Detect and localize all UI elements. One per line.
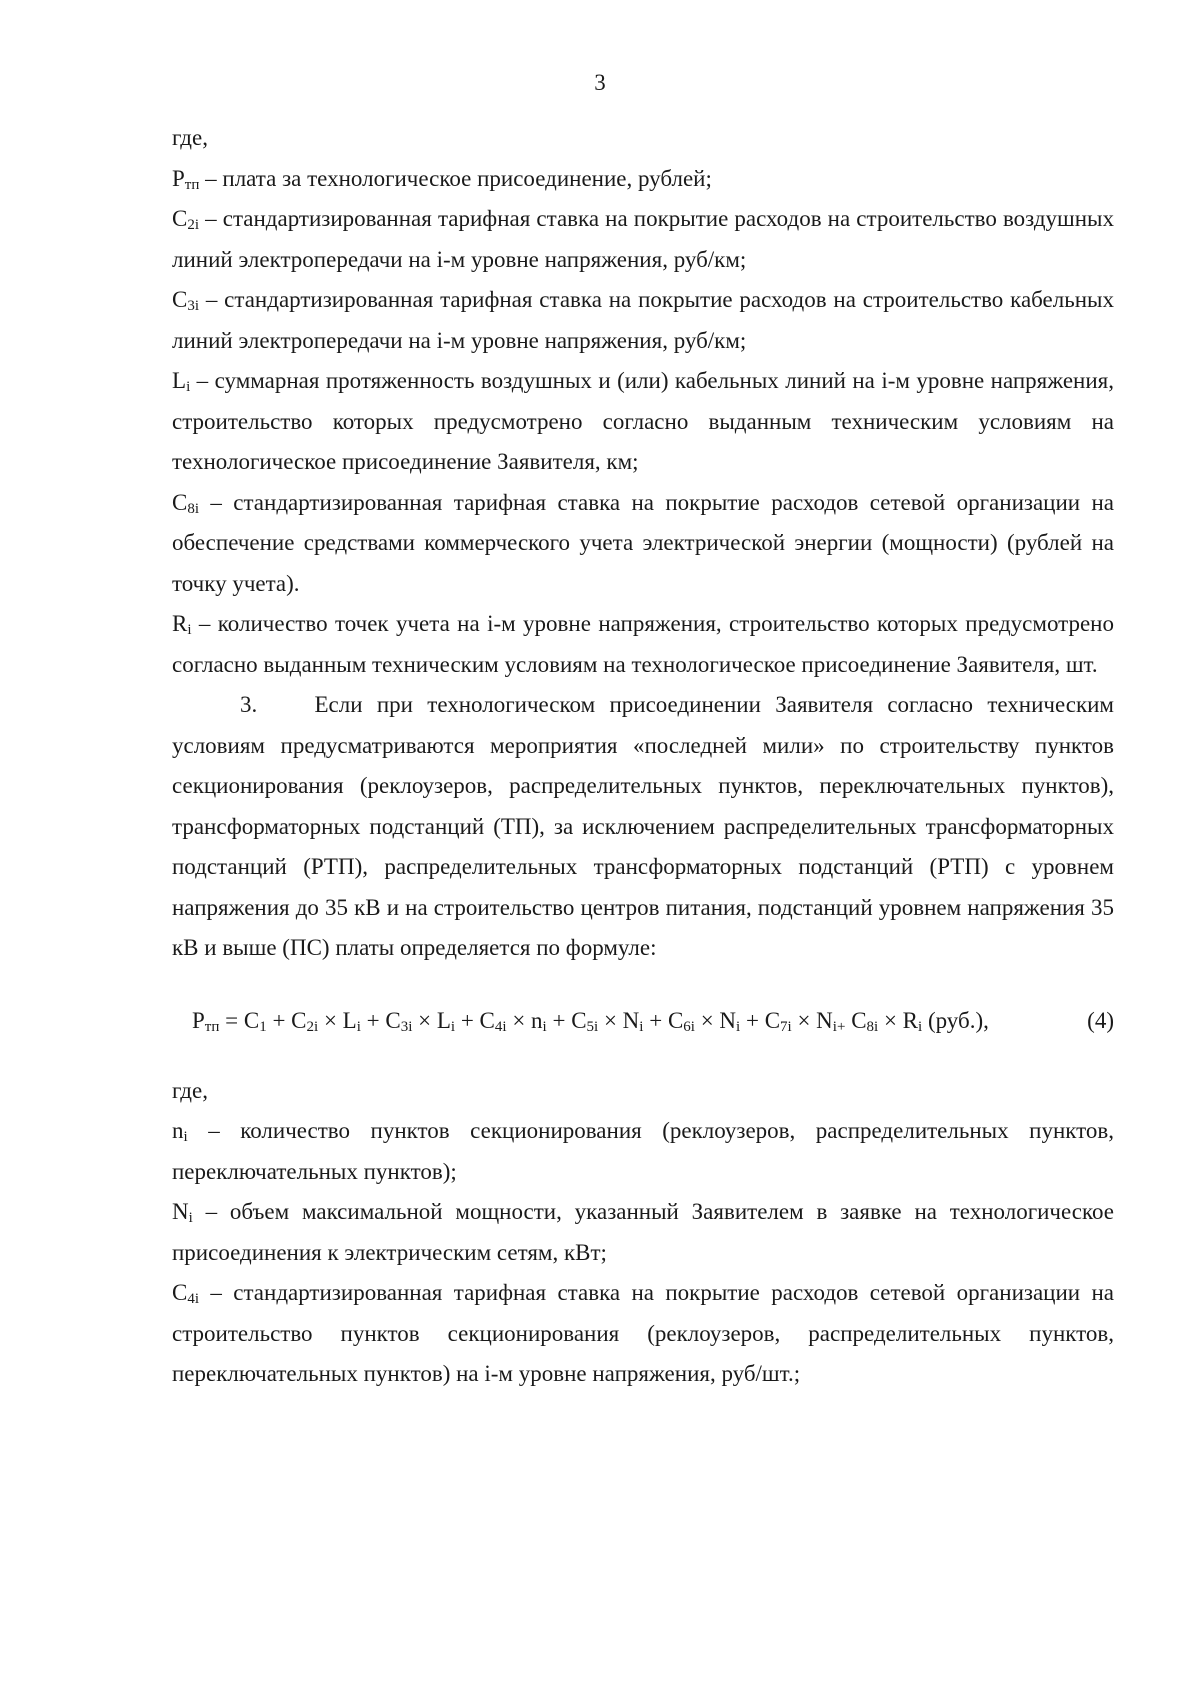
formula-term: × R [878,1007,919,1033]
definition-c2i [172,199,1114,280]
symbol: C [172,206,188,231]
formula-term: + C [266,1007,307,1033]
definition-c3i [172,280,1114,361]
formula-term: × N [694,1007,737,1033]
formula-subscript: i+ [832,1018,846,1035]
definition-text: – плата за технологическое присоединение, рублей; [199,165,712,191]
symbol: N [172,1199,189,1224]
definition-p-tp [172,159,1114,200]
formula-term: + C [360,1007,401,1033]
formula-term: = C [219,1007,260,1033]
where-label-2: где, [172,1077,208,1103]
formula-term: × N [598,1007,640,1033]
symbol-subscript: 8i [187,500,200,517]
formula-subscript: i [450,1018,456,1035]
formula-term: + C [740,1007,781,1033]
formula-term: × n [506,1007,543,1033]
symbol-subscript: i [188,1210,193,1226]
formula-subscript: тп [204,1018,220,1035]
formula-subscript: 7i [780,1018,792,1035]
formula-subscript: 1 [259,1018,267,1035]
formula-term: P [192,1007,205,1033]
definition-text: – стандартизированная тарифная ставка на покрытие расходов на строительство кабельных линий электропередачи на i-м уровне напряжения, руб/км; [172,287,1114,353]
page-number: 3 [594,70,606,95]
formula-term: × N [791,1007,833,1033]
formula-subscript: 5i [586,1018,599,1035]
formula-subscript: 3i [400,1018,413,1035]
symbol: C [172,489,188,515]
definition-c4i [172,1273,1114,1395]
formula-term: × L [318,1007,357,1033]
definition-text: – стандартизированная тарифная ставка на покрытие расходов сетевой организации на строительство пунктов секционирования (реклоузеров, распределительных пунктов, переключательных пунктов) на i-м уровне напряжения, руб/шт.; [172,1280,1114,1386]
formula-subscript: i [356,1018,361,1035]
formula-subscript: 2i [306,1018,319,1035]
definition-text: – объем максимальной мощности, указанный Заявителем в заявке на технологическое присоединения к электрическим сетям, кВт; [172,1199,1114,1265]
formula-subscript: i [639,1018,644,1035]
formula-number: (4) [1087,1007,1114,1033]
symbol: C [172,287,188,312]
formula-subscript: i [542,1018,547,1035]
symbol: R [172,611,188,636]
definition-c8i [172,483,1114,605]
definition-ni-power [172,1192,1114,1273]
symbol: n [172,1118,184,1143]
symbol-subscript: 2i [187,217,200,233]
formula-4 [172,1001,1114,1041]
symbol-subscript: 3i [187,298,200,314]
definition-text: – стандартизированная тарифная ставка на покрытие расходов сетевой организации на обеспечение средствами коммерческого учета электрической энергии (мощности) (рублей на точку учета). [172,489,1114,596]
definition-text: – стандартизированная тарифная ставка на покрытие расходов на строительство воздушных линий электропередачи на i-м уровне напряжения, руб/км; [172,206,1114,272]
formula-subscript: 8i [866,1018,879,1035]
definition-text: – количество пунктов секционирования (реклоузеров, распределительных пунктов, переключательных пунктов); [172,1118,1114,1184]
definition-li [172,361,1114,483]
formula-term: + C [546,1007,587,1033]
symbol-subscript: i [186,379,191,395]
symbol: C [172,1280,188,1305]
formula-term: + C [455,1007,495,1033]
where-label-1: где, [172,125,208,150]
formula-expression [192,1001,989,1041]
formula-term: × L [412,1007,451,1033]
definition-text: – количество точек учета на i-м уровне напряжения, строительство которых предусмотрено согласно выданным техническим условиям на технологическое присоединение Заявителя, шт. [172,611,1114,677]
formula-term: C [845,1007,867,1033]
formula-subscript: 6i [683,1018,695,1035]
symbol-subscript: 4i [187,1291,200,1307]
formula-subscript: 4i [494,1018,507,1035]
definition-ni-small [172,1111,1114,1192]
definition-ri [172,604,1114,685]
symbol-subscript: тп [184,176,200,193]
formula-tail: (руб.), [922,1007,989,1033]
formula-subscript: i [736,1018,741,1035]
formula-term: + C [643,1007,684,1033]
symbol: P [172,165,185,191]
section-3-paragraph: 3. Если при технологическом присоединении Заявителя согласно техническим условиям предусматриваются мероприятия «последней мили» по строительству пунктов секционирования (реклоузеров, распределительных пунктов, переключательных пунктов), трансформаторных подстанций (ТП), за исключением распределительных трансформаторных подстанций (РТП), распределительных трансформаторных подстанций (РТП) с уровнем напряжения до 35 кВ и на строительство центров питания, подстанций уровнем напряжения 35 кВ и выше (ПС) платы определяется по формуле: [172,692,1114,960]
formula-subscript: i [918,1018,923,1035]
symbol-subscript: i [187,622,192,638]
symbol-subscript: i [183,1129,188,1145]
definition-text: – суммарная протяженность воздушных и (или) кабельных линий на i-м уровне напряжения, строительство которых предусмотрено согласно выданным техническим условиям на технологическое присоединение Заявителя, км; [172,368,1114,474]
symbol: L [172,368,187,393]
page-body [172,118,1114,1395]
